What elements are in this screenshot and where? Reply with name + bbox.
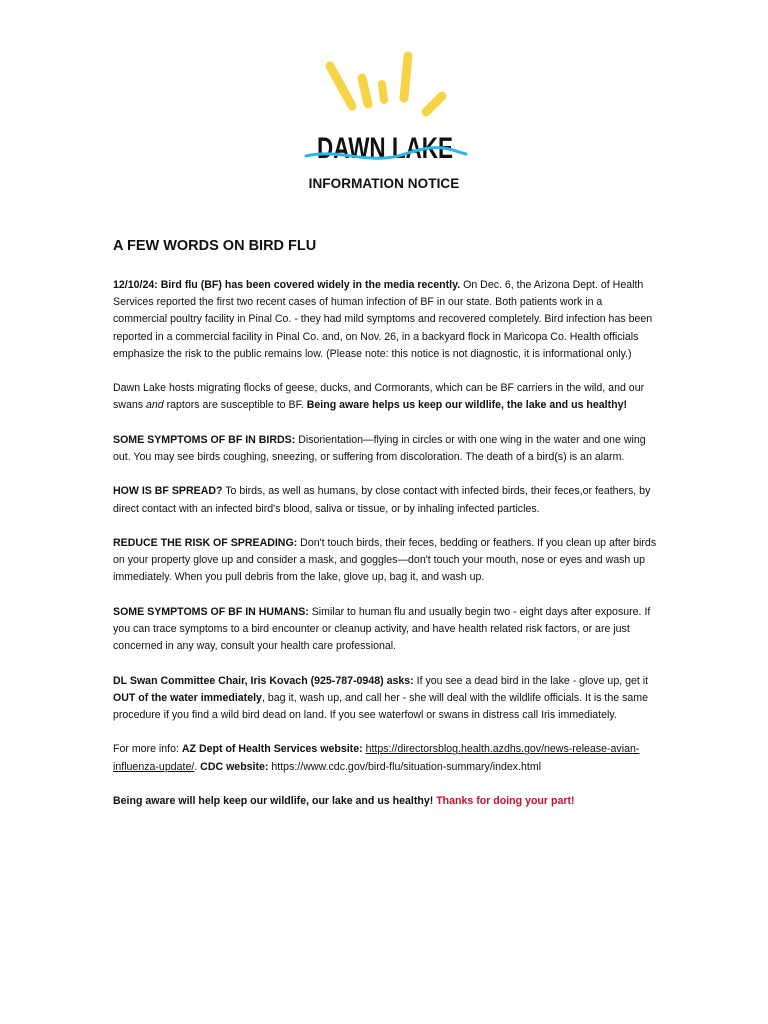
sun-rays-icon — [330, 56, 442, 112]
paragraph-swan-committee: DL Swan Committee Chair, Iris Kovach (925-787-0948) asks: If you see a dead bird in the lake - glove up, get it OUT of the water immediately, bag it, wash up, and call her - she will deal with the wildlife officials. It is the same procedure if you find a wild bird dead on land. If you see waterfowl or swans in distress call Iris immediately. — [113, 674, 649, 721]
information-notice-label: INFORMATION NOTICE — [308, 176, 460, 191]
paragraph-symptoms-humans: SOME SYMPTOMS OF BF IN HUMANS: Similar to human flu and usually begin two - eight days after exposure. If you can trace symptoms to a bird encounter or cleanup activity, and have health related risk factors, or are just concerned in any way, consult your health care professional. — [113, 605, 651, 653]
dawn-lake-logo — [300, 48, 470, 170]
cdc-link[interactable]: https://www.cdc.gov/bird-flu/situation-summary/index.html — [268, 760, 542, 773]
paragraph-dawn-lake-birds: Dawn Lake hosts migrating flocks of geese, ducks, and Cormorants, which can be BF carriers in the wild, and our swans and raptors are susceptible to BF. Being aware helps us keep our wildlife, the lake and us healthy! — [113, 382, 645, 412]
paragraph-how-spread: HOW IS BF SPREAD? To birds, as well as humans, by close contact with infected birds, their feces,or feathers, by direct contact with an infected bird's blood, saliva or tissue, or by inhaling infected particles. — [113, 485, 651, 515]
page-title: A FEW WORDS ON BIRD FLU — [113, 238, 317, 254]
paragraph-symptoms-birds: SOME SYMPTOMS OF BF IN BIRDS: Disorientation—flying in circles or with one wing in the water and one wing out. You may see birds coughing, sneezing, or suffering from discoloration. The death of a bird(s) is an alarm. — [113, 433, 646, 463]
paragraph-reduce-risk: REDUCE THE RISK OF SPREADING: Don't touch birds, their feces, bedding or feathers. If you clean up after birds on your property glove up and consider a mask, and goggles—don't touch your mouth, nose or eyes and wash up immediately. When you pull debris from the lake, glove up, bag it, and wash up. — [113, 536, 657, 584]
az-health-link[interactable]: https://directorsblog.health.azdhs.gov/news-release-avian-influenza-update/ — [113, 743, 640, 773]
notice-body — [113, 277, 658, 827]
paragraph-closing: Being aware will help keep our wildlife, our lake and us healthy! Thanks for doing your part! — [113, 794, 575, 807]
paragraph-intro: 12/10/24: Bird flu (BF) has been covered widely in the media recently. On Dec. 6, the Arizona Dept. of Health Services reported the first two recent cases of human infection of BF in our state. Both patients work in a commercial poultry facility in Pinal Co. - they had mild symptoms and recovered completely. Bird infection has been reported in a commercial facility in Pinal Co. and, on Nov. 26, in a backyard flock in Maricopa Co. Health officials emphasize the risk to the public remains low. (Please note: this notice is not diagnostic, it is informational only.) — [113, 279, 653, 360]
paragraph-more-info: For more info: AZ Dept of Health Services website: https://directorsblog.health.azdhs.gov/news-release-avian-influenza-update/. CDC website: https://www.cdc.gov/bird-flu/situation-summary/index.html — [113, 743, 640, 773]
thanks-text: Thanks for doing your part! — [436, 794, 575, 807]
logo-wordmark: DAWN LAKE — [317, 132, 453, 165]
